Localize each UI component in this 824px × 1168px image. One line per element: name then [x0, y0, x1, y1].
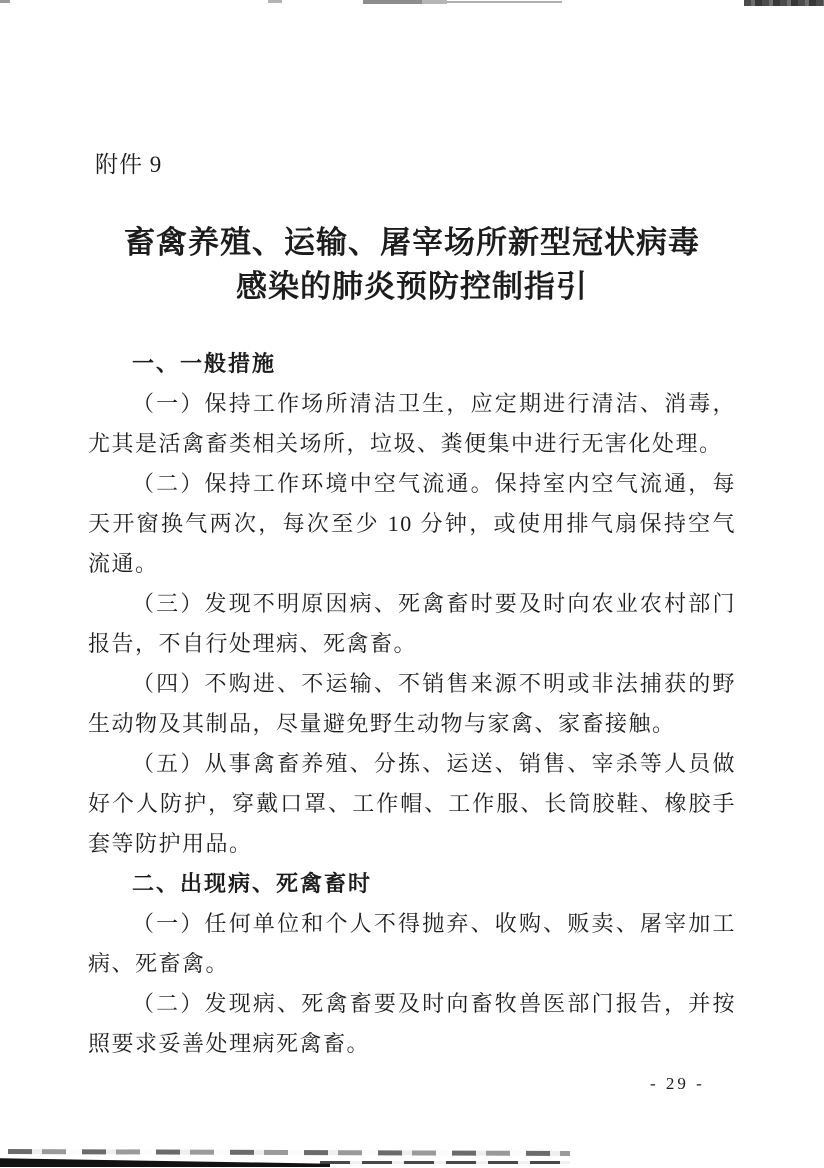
document-title-line-1: 畜禽养殖、运输、屠宰场所新型冠状病毒: [124, 225, 700, 260]
scan-artifact-top-left: [0, 0, 10, 3]
document-body: [88, 344, 736, 1064]
section-heading-general-measures: 一、一般措施: [132, 351, 277, 376]
paragraph-general-2: （二）保持工作环境中空气流通。保持室内空气流通，每天开窗换气两次，每次至少 10 分钟，或使用排气扇保持空气流通。: [88, 471, 736, 576]
paragraph-sick-2: （二）发现病、死禽畜要及时向畜牧兽医部门报告，并按照要求妥善处理病死禽畜。: [88, 991, 736, 1056]
scan-artifact-bottom-speckle: [8, 1149, 570, 1156]
scan-artifact-bottom-band: [0, 1156, 330, 1167]
document-title: [0, 221, 824, 309]
paragraph-general-3: （三）发现不明原因病、死禽畜时要及时向农业农村部门报告，不自行处理病、死禽畜。: [88, 591, 736, 656]
document-title-line-2: 感染的肺炎预防控制指引: [236, 269, 588, 304]
page-number: - 29 -: [650, 1074, 705, 1093]
section-heading-sick-dead-livestock: 二、出现病、死禽畜时: [132, 871, 373, 896]
scan-artifact-top-center-line: [447, 1, 562, 3]
paragraph-sick-1: （一）任何单位和个人不得抛弃、收购、贩卖、屠宰加工病、死畜禽。: [88, 911, 736, 976]
scan-artifact-bottom-tail: [320, 1161, 570, 1164]
scan-artifact-top-small: [268, 0, 282, 3]
paragraph-general-4: （四）不购进、不运输、不销售来源不明或非法捕获的野生动物及其制品，尽量避免野生动物与家禽、家畜接触。: [88, 671, 736, 736]
scan-artifact-top-center: [363, 0, 447, 4]
paragraph-general-5: （五）从事禽畜养殖、分拣、运送、销售、宰杀等人员做好个人防护，穿戴口罩、工作帽、工作服、长筒胶鞋、橡胶手套等防护用品。: [88, 751, 736, 856]
scan-artifact-top-right: [744, 0, 824, 6]
paragraph-general-1: （一）保持工作场所清洁卫生，应定期进行清洁、消毒，尤其是活禽畜类相关场所，垃圾、粪便集中进行无害化处理。: [88, 391, 736, 456]
attachment-label: 附件 9: [95, 152, 163, 177]
